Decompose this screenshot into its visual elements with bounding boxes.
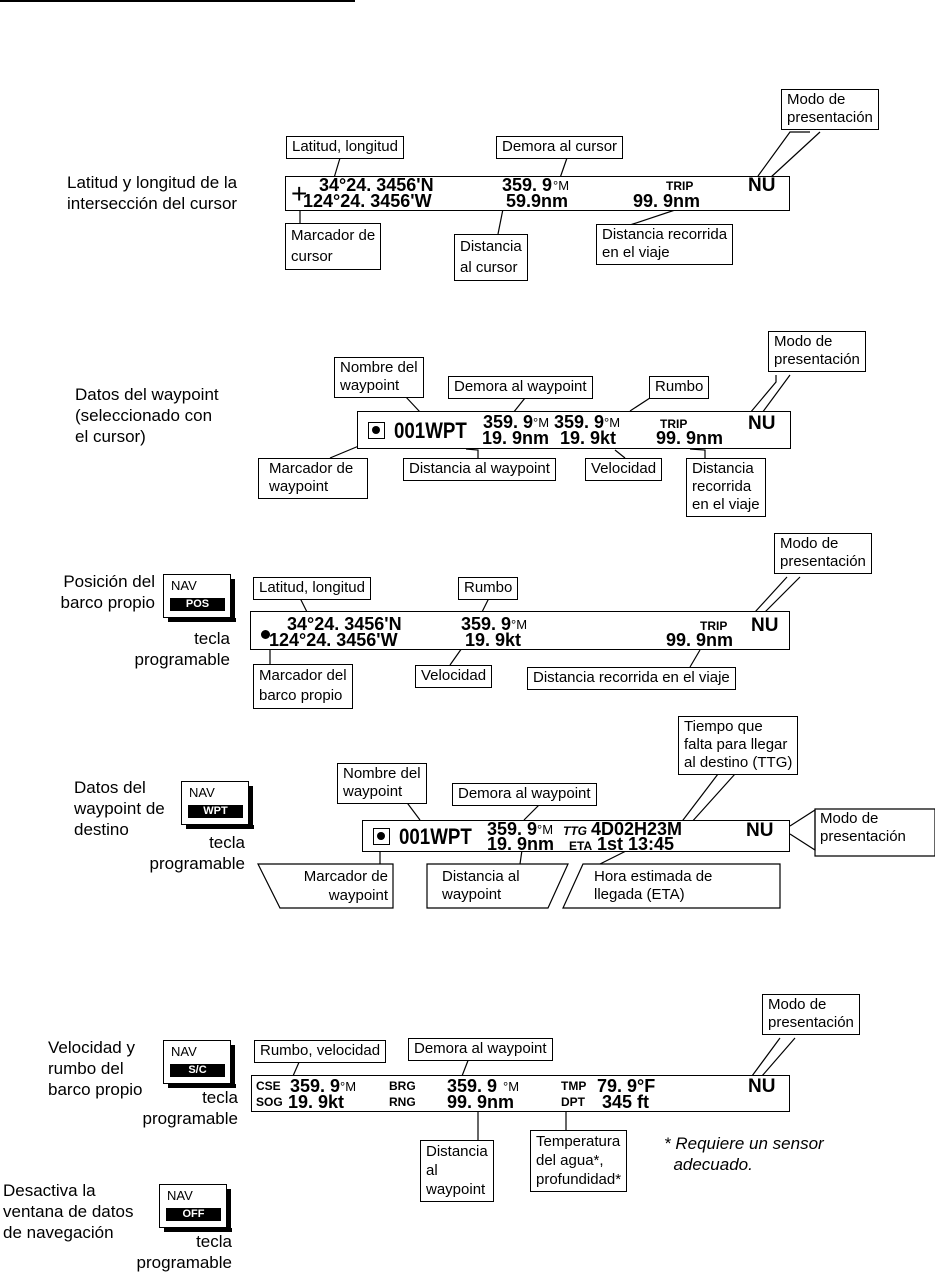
- s1-trip-value: 99. 9nm: [633, 191, 701, 211]
- nav-pos-softkey-label: POS: [170, 598, 225, 611]
- s3-label: [30, 571, 155, 613]
- s3-callout-marcador: Marcador del barco propio: [253, 664, 353, 709]
- nav-sc-softkey-top: NAV: [171, 1044, 197, 1059]
- s1-callout-latlon: Latitud, longitud: [286, 136, 404, 159]
- s6-label-line1: Desactiva la: [3, 1181, 96, 1200]
- s2-display: [357, 411, 791, 449]
- s1-bearing: 359. 9: [502, 175, 553, 195]
- s2-mode: NU: [748, 413, 776, 434]
- nav-pos-softkey-top: NAV: [171, 578, 197, 593]
- s5-callout-demora: Demora al waypoint: [408, 1038, 553, 1061]
- cursor-icon: +: [291, 178, 308, 209]
- s3-tecla-line1: tecla: [194, 629, 230, 648]
- s2-course: 359. 9: [554, 412, 605, 432]
- s3-callout-modo: Modo de presentación: [774, 533, 872, 574]
- s2-speed: 19. 9kt: [560, 428, 617, 448]
- s5-brg: 359. 9: [447, 1076, 498, 1096]
- s1-callout-dist: Distancia al cursor: [454, 234, 528, 281]
- s2-bearing-unit: °M: [533, 415, 550, 430]
- s2-callout-demora: Demora al waypoint: [448, 376, 593, 399]
- s4-mode: NU: [746, 820, 774, 841]
- s5-sog: 19. 9kt: [288, 1092, 345, 1112]
- s2-label-line3: el cursor): [75, 427, 146, 446]
- s3-trip-value: 99. 9nm: [666, 630, 734, 650]
- s3-course: 359. 9: [461, 614, 512, 634]
- s6-label-line2: ventana de datos: [3, 1202, 134, 1221]
- s4-tecla: [115, 832, 245, 874]
- s5-cse-unit: °M: [340, 1079, 357, 1094]
- s4-ttg: 4D02H23M: [591, 819, 683, 839]
- s4-callout-demora: Demora al waypoint: [452, 783, 597, 806]
- s1-display: [285, 176, 790, 211]
- s2-callout-dist: Distancia al waypoint: [403, 458, 556, 481]
- nav-sc-softkey-label: S/C: [170, 1064, 225, 1077]
- nav-wpt-softkey[interactable]: [181, 781, 249, 825]
- s1-callout-modo: Modo de presentación: [781, 89, 879, 130]
- s5-dpt-tag: DPT: [561, 1095, 585, 1109]
- s3-callout-vel: Velocidad: [415, 665, 492, 688]
- s1-callout-marcador: Marcador de cursor: [285, 223, 381, 270]
- s3-speed: 19. 9kt: [465, 630, 522, 650]
- s5-tecla-line1: tecla: [202, 1088, 238, 1107]
- s6-tecla-line1: tecla: [196, 1232, 232, 1251]
- s1-lon: 124°24. 3456'W: [303, 191, 432, 211]
- s3-course-unit: °M: [511, 617, 528, 632]
- s2-callout-vel: Velocidad: [585, 458, 662, 481]
- s1-bearing-unit: °M: [553, 178, 570, 193]
- s2-distance: 19. 9nm: [482, 428, 550, 448]
- s1-callout-trip: Distancia recorrida en el viaje: [596, 224, 733, 265]
- waypoint-marker-icon-2: [373, 828, 390, 845]
- s6-label-line3: de navegación: [3, 1223, 114, 1242]
- s3-display: [250, 611, 790, 650]
- s4-label-line2: waypoint de: [74, 799, 165, 818]
- s4-tecla-line2: programable: [149, 854, 245, 873]
- s6-tecla-line2: programable: [136, 1253, 232, 1272]
- s3-mode: NU: [751, 615, 779, 636]
- s1-lat: 34°24. 3456'N: [319, 175, 434, 195]
- s5-dpt: 345 ft: [602, 1092, 650, 1112]
- s5-tecla-line2: programable: [142, 1109, 238, 1128]
- s5-brg-tag: BRG: [389, 1079, 416, 1093]
- s4-eta: 1st 13:45: [597, 834, 675, 854]
- s2-callout-nombre: Nombre del waypoint: [334, 357, 424, 398]
- nav-wpt-softkey-top: NAV: [189, 785, 215, 800]
- s1-label: [67, 172, 237, 214]
- s5-callout-temp: Temperatura del agua*, profundidad*: [530, 1130, 627, 1192]
- s5-sog-tag: SOG: [256, 1095, 283, 1109]
- s4-waypoint-name: 001WPT: [399, 824, 472, 849]
- s4-callout-nombre: Nombre del waypoint: [337, 763, 427, 804]
- s5-callout-modo: Modo de presentación: [762, 994, 860, 1035]
- s4-label-line3: destino: [74, 820, 129, 839]
- s2-waypoint-name: 001WPT: [394, 418, 467, 443]
- s5-tmp: 79. 9°F: [597, 1076, 656, 1096]
- s5-label-line2: rumbo del: [48, 1059, 124, 1078]
- s4-eta-tag: ETA: [569, 839, 593, 853]
- s2-callout-modo: Modo de presentación: [768, 331, 866, 372]
- s5-display: [251, 1075, 790, 1112]
- s5-rng-tag: RNG: [389, 1095, 416, 1109]
- s2-label: [75, 384, 219, 447]
- s4-display: [362, 820, 790, 852]
- s6-tecla: [102, 1231, 232, 1273]
- s1-callout-demora: Demora al cursor: [496, 136, 623, 159]
- s2-trip-value: 99. 9nm: [656, 428, 724, 448]
- s1-label-line1: Latitud y longitud de la: [67, 173, 238, 192]
- s2-label-line2: (seleccionado con: [75, 406, 213, 425]
- s3-lon: 124°24. 3456'W: [269, 630, 398, 650]
- nav-off-softkey[interactable]: [159, 1184, 227, 1228]
- s2-label-line1: Datos del waypoint: [75, 385, 219, 404]
- s2-bearing: 359. 9: [483, 412, 534, 432]
- s2-course-unit: °M: [604, 415, 621, 430]
- s3-trip-tag: TRIP: [700, 619, 728, 633]
- s4-callout-eta: Hora estimada de llegada (ETA): [594, 868, 713, 903]
- s1-distance: 59.9nm: [506, 191, 569, 211]
- s1-trip-tag: TRIP: [666, 179, 694, 193]
- s4-callout-ttg: Tiempo que falta para llegar al destino (TTG): [678, 716, 798, 775]
- s3-lat: 34°24. 3456'N: [287, 614, 402, 634]
- s5-rng: 99. 9nm: [447, 1092, 515, 1112]
- s5-tmp-tag: TMP: [561, 1079, 587, 1093]
- nav-sc-softkey[interactable]: [163, 1040, 231, 1084]
- s5-cse: 359. 9: [290, 1076, 341, 1096]
- s2-callout-marcador: Marcador de waypoint: [258, 458, 368, 499]
- s3-label-line1: Posición del: [63, 572, 155, 591]
- s3-tecla-line2: programable: [134, 650, 230, 669]
- s4-callout-modo: Modo de presentación: [820, 810, 906, 845]
- s5-label-line3: barco propio: [48, 1080, 143, 1099]
- nav-off-softkey-top: NAV: [167, 1188, 193, 1203]
- s4-bearing-unit: °M: [537, 822, 554, 837]
- s4-bearing: 359. 9: [487, 819, 538, 839]
- s3-callout-trip: Distancia recorrida en el viaje: [527, 667, 736, 690]
- s5-callout-rumbo: Rumbo, velocidad: [254, 1040, 386, 1063]
- s2-callout-trip: Distancia recorrida en el viaje: [686, 458, 766, 517]
- nav-off-softkey-label: OFF: [166, 1208, 221, 1221]
- s1-label-line2: intersección del cursor: [67, 194, 238, 213]
- s4-label-line1: Datos del: [74, 778, 146, 797]
- s5-cse-tag: CSE: [256, 1079, 281, 1093]
- s3-callout-rumbo: Rumbo: [458, 577, 518, 600]
- waypoint-marker-icon: [368, 422, 385, 439]
- sensor-note: * Requiere un sensor adecuado.: [664, 1134, 824, 1174]
- s4-callout-dist: Distancia al waypoint: [442, 868, 520, 903]
- s2-callout-rumbo: Rumbo: [649, 376, 709, 399]
- s1-mode: NU: [748, 175, 776, 196]
- s5-mode: NU: [748, 1076, 776, 1097]
- s5-label-line1: Velocidad y: [48, 1038, 135, 1057]
- nav-wpt-softkey-label: WPT: [188, 805, 243, 818]
- s5-callout-dist: Distancia al waypoint: [420, 1140, 494, 1202]
- s3-tecla: [100, 628, 230, 670]
- s4-distance: 19. 9nm: [487, 834, 555, 854]
- nav-pos-softkey[interactable]: [163, 574, 231, 618]
- s5-tecla: [108, 1087, 238, 1129]
- s4-label: [74, 777, 165, 840]
- s5-brg-unit: °M: [503, 1079, 520, 1094]
- s3-callout-latlon: Latitud, longitud: [253, 577, 371, 600]
- s4-callout-marcador: Marcador de waypoint: [303, 868, 388, 904]
- s4-ttg-tag: TTG: [563, 824, 587, 838]
- s2-trip-tag: TRIP: [660, 417, 688, 431]
- s4-tecla-line1: tecla: [209, 833, 245, 852]
- s3-label-line2: barco propio: [60, 593, 155, 612]
